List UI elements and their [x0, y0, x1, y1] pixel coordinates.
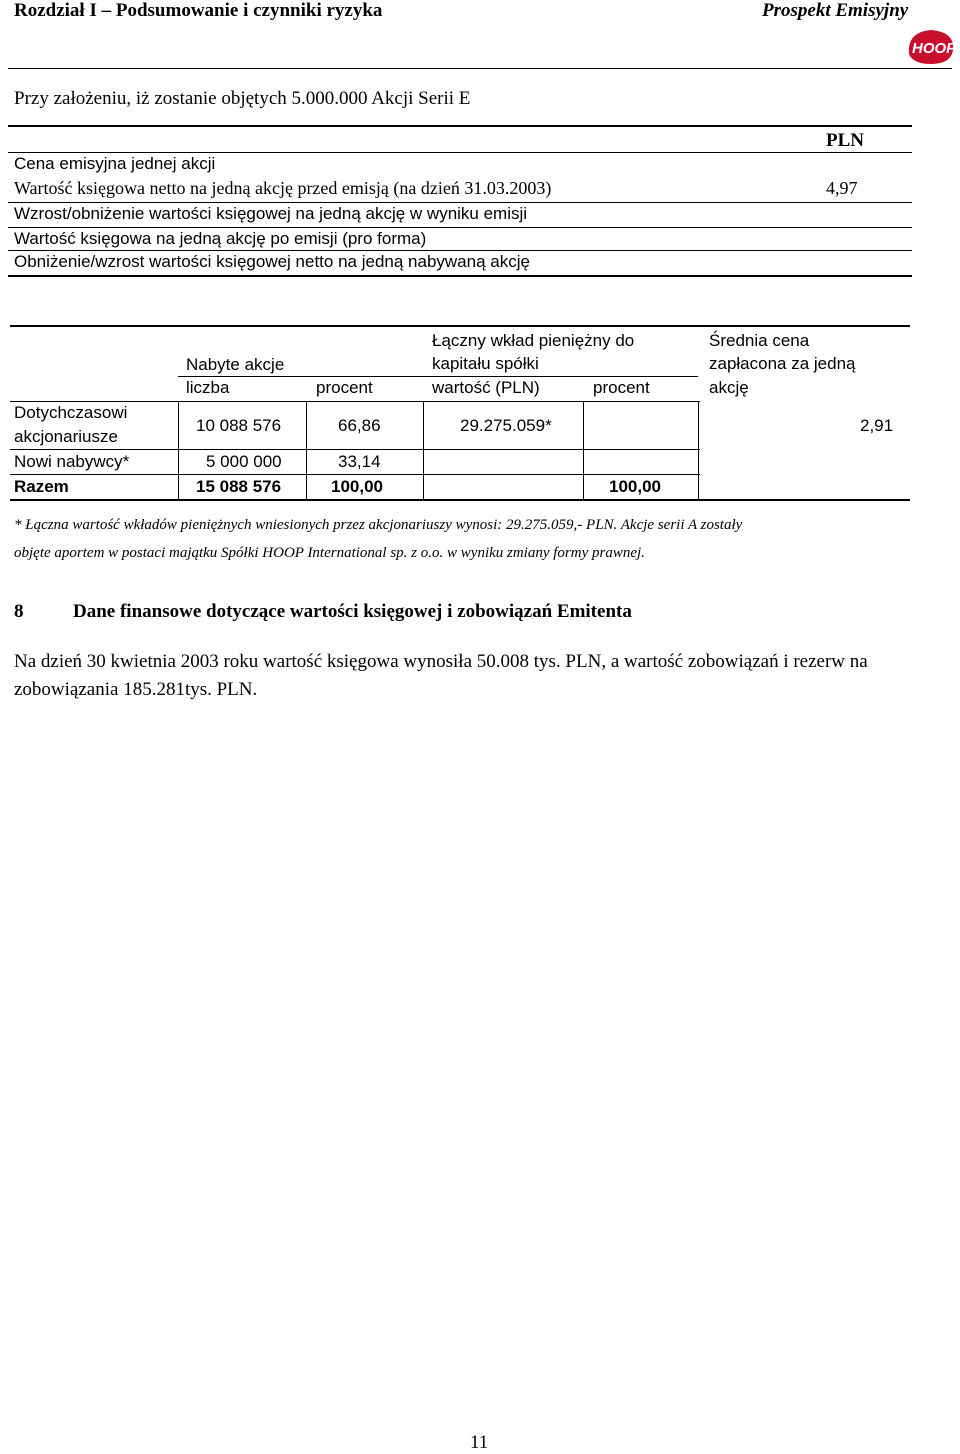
table1-rule	[8, 202, 912, 203]
table2-header-bottom-rule	[10, 401, 700, 402]
subheader-procent2: procent	[593, 378, 650, 397]
logo-text: HOOP	[912, 40, 957, 57]
table2-col-divider	[306, 401, 307, 499]
table1-col-header-pln: PLN	[826, 130, 864, 151]
table2-row-rule	[10, 449, 700, 450]
cell-procent: 66,86	[338, 416, 381, 435]
table1-row-label: Wartość księgowa na jedną akcję po emisji (pro forma)	[14, 229, 427, 248]
cell-srednia: 2,91	[860, 416, 894, 435]
header-wklad-line1: Łączny wkład pieniężny do	[432, 331, 635, 350]
header-srednia-line1: Średnia cena	[709, 331, 810, 350]
table2-col-divider	[178, 401, 179, 499]
header-srednia-line2: zapłacona za jedną	[709, 354, 856, 373]
row-label-line2: akcjonariusze	[14, 427, 118, 446]
cell-liczba: 15 088 576	[196, 477, 282, 496]
section-title: Dane finansowe dotyczące wartości księgowej i zobowiązań Emitenta	[73, 601, 632, 622]
subheader-wartosc: wartość (PLN)	[432, 378, 540, 397]
header-section-title: Rozdział I – Podsumowanie i czynniki ryzyka	[14, 0, 383, 21]
cell-procent2: 100,00	[609, 477, 661, 496]
table1-row-label: Wartość księgowa netto na jedną akcję przed emisją (na dzień 31.03.2003)	[14, 178, 552, 198]
table2-row-rule	[10, 474, 700, 475]
header-srednia-line3: akcję	[709, 378, 749, 397]
table1-row-label: Cena emisyjna jednej akcji	[14, 154, 216, 173]
subheader-procent: procent	[316, 378, 373, 397]
page-number: 11	[470, 1432, 489, 1453]
header-document-title: Prospekt Emisyjny	[762, 0, 909, 21]
table2-col-divider	[698, 401, 699, 499]
table2-top-rule	[10, 325, 910, 327]
table1-top-rule	[8, 125, 912, 127]
table2-col-divider	[583, 401, 584, 499]
cell-liczba: 10 088 576	[196, 416, 282, 435]
footnote-line2: objęte aportem w postaci majątku Spółki HOOP International sp. z o.o. w wyniku zmiany formy prawnej.	[14, 545, 645, 561]
cell-liczba: 5 000 000	[206, 452, 282, 471]
table1-row-label: Wzrost/obniżenie wartości księgowej na jedną akcję w wyniku emisji	[14, 204, 528, 223]
table1-row-value: 4,97	[826, 178, 858, 198]
table1-rule	[8, 250, 912, 251]
table2-col-divider	[423, 401, 424, 499]
subheader-liczba: liczba	[186, 378, 230, 397]
row-label-line1: Nowi nabywcy*	[14, 452, 130, 471]
row-label-line1: Dotychczasowi	[14, 403, 128, 422]
section-number: 8	[14, 601, 24, 622]
table1-row-label: Obniżenie/wzrost wartości księgowej netto na jedną nabywaną akcję	[14, 252, 530, 271]
header-nabyte-akcje: Nabyte akcje	[186, 355, 285, 374]
cell-procent: 100,00	[331, 477, 383, 496]
table1-rule	[8, 152, 912, 153]
header-wklad-line2: kapitału spółki	[432, 354, 539, 373]
footnote-line1: * Łączna wartość wkładów pieniężnych wniesionych przez akcjonariuszy wynosi: 29.275.059,- PLN. Akcje serii A zostały	[14, 517, 743, 533]
table2-subheader-rule	[178, 376, 698, 377]
table1-rule	[8, 227, 912, 228]
intro-text: Przy założeniu, iż zostanie objętych 5.000.000 Akcji Serii E	[14, 88, 471, 109]
cell-wartosc: 29.275.059*	[460, 416, 552, 435]
hoop-logo	[905, 24, 957, 68]
table1-bottom-rule	[8, 275, 912, 277]
section-paragraph: Na dzień 30 kwietnia 2003 roku wartość księgowa wynosiła 50.008 tys. PLN, a wartość zobowiązań i rezerw na zobowiązania 185.281tys. PLN.	[14, 651, 868, 700]
header-rule	[8, 68, 952, 69]
cell-procent: 33,14	[338, 452, 381, 471]
row-label-line1: Razem	[14, 477, 69, 496]
table2-bottom-rule	[10, 499, 910, 501]
